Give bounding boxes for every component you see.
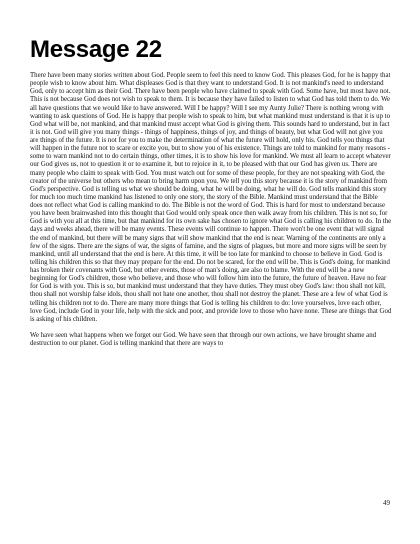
body-text [30, 72, 392, 356]
paragraph: We have seen what happens when we forget our God. We have seen that through our own actions, we have brought shame and destruction to our planet. God is telling mankind that there are ways to [30, 331, 377, 347]
page-title: Message 22 [30, 36, 162, 63]
paragraph: There have been many stories written about God. People seem to feel this need to know God. This pleases God, for he is happy that people wish to know about him. What displeases God is that they want to understand God. It is not mankind's need to understand God, only to accept him as their God. There have been people who have claimed to speak with God. Some have, but most have not. This is not because God does not wish to speak to them. It is because they have failed to listen to what God has told them to do. We all have questions that we would like to have answered. Will I be happy? Will I see my Aunty Julie? There is nothing wrong with wanting to ask questions of God. He is happy that people wish to speak to him, but what mankind must understand is that it is up to God what will be, not mankind, and that mankind must accept what God is giving them. This sounds hard to understand, but in fact it is not. God will give you many things - things of happiness, things of joy, and things of beauty, but what God will not give you are things of the future. It is not for you to make the determination of what the future will hold, only his. God tells you things that will happen in the future not to scare or excite you, but to show you of his existence. Things are told to mankind for many reasons - some to warn mankind not to do certain things, other times, it is to show his love for mankind. We must all learn to accept whatever our God gives us, not to question it or to examine it, but to rejoice in it, to be pleased with that our God has given us. There are many people who claim to speak with God. You must watch out for some of these people, for they are not speaking with God, the creator of the universe but others who mean to bring harm upon you. We tell you this story because it is the story of mankind from God's perspective. God is telling us what we should be doing, what he will be doing, what he will do. God tells mankind this story for much too much time mankind has listened to only one story, the story of the Bible. Mankind must understand that the Bible does not reflect what God is calling mankind to do. The Bible is not the word of God. This is hard for most to understand because you have been brainwashed into this thought that God would only speak once then walk away from his children. This is not so, for God is with you all at this time, but that mankind for its own sake has chosen to ignore what God is calling his children to do. In the days and weeks ahead, there will be many events. These events will continue to happen. There won't be one event that will signal the end of mankind, but there will be many signs that will show mankind that the end is near. Warning of the continents are only a few of the signs. There are the signs of war, the signs of famine, and the signs of plagues, but more and more signs will be seen by mankind, until all understand that the end is here. At this time, it will be too late for mankind to choose to believe in God. God is telling his children this so that they may prepare for the end. Do not be scared, for the end will be. This is God's doing, for mankind has broken their covenants with God, but other events, those of man's doing, are also to blame. With the end will be a new beginning for God's children, those who believe, and those who will follow him into the future, the future of heaven. Have no fear for God is with you. This is so, but mankind must understand that they have duties. They must obey God's law: thou shall not kill, thou shall not worship false idols, thou shall not hate one another, thou shall not destroy the planet. These are a few of what God is telling his children not to do. There are many more things that God is telling his children to do: love yourselves, love each other, love God, include God in your life, help with the sick and poor, and provide love to those who have none. These are things that God is asking of his children. [30, 72, 392, 323]
page-number: 49 [383, 499, 390, 507]
